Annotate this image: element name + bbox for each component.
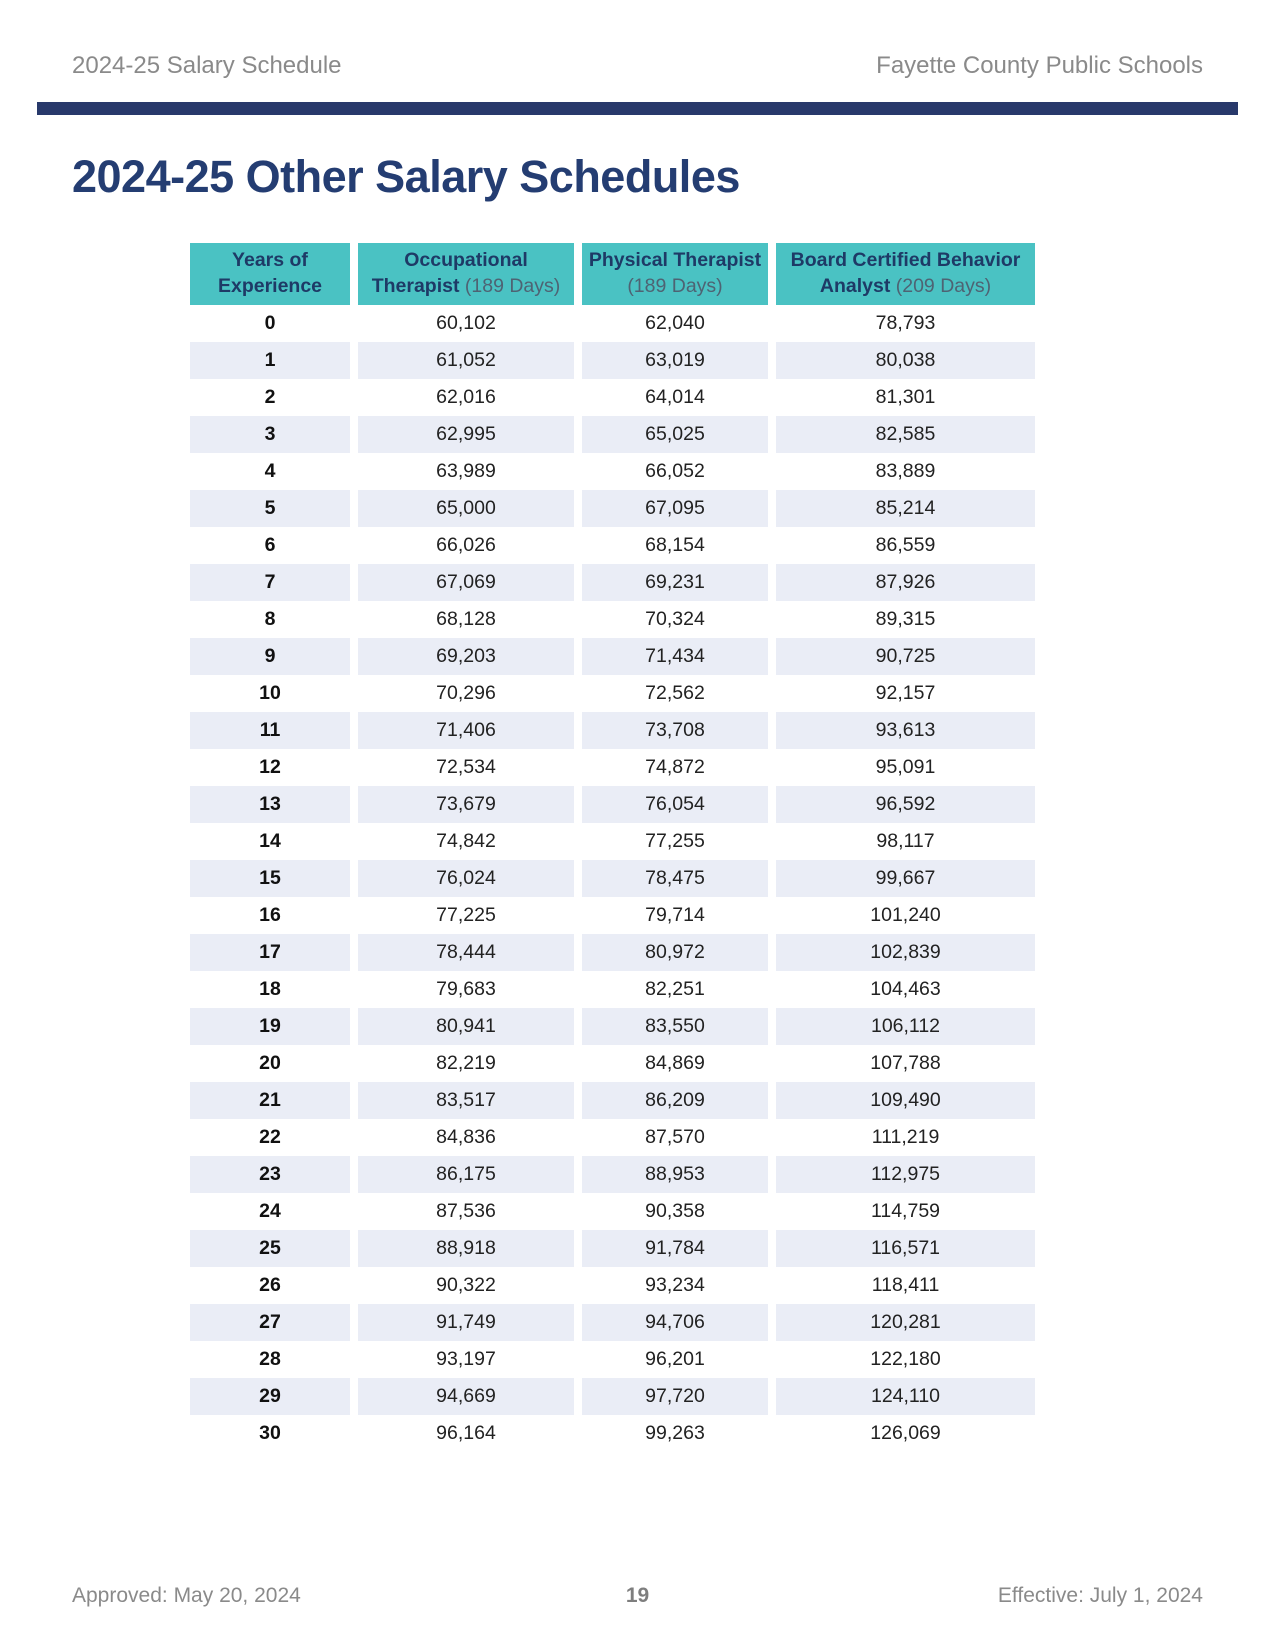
divider-bar: [37, 102, 1238, 115]
salary-cell: 63,019: [582, 342, 768, 379]
table-row: [190, 1193, 1035, 1230]
years-cell: 8: [190, 601, 350, 638]
salary-cell: 82,585: [776, 416, 1035, 453]
salary-cell: 80,038: [776, 342, 1035, 379]
salary-cell: 98,117: [776, 823, 1035, 860]
col-header-label: Physical Therapist: [588, 249, 762, 272]
table-row: [190, 564, 1035, 601]
col-header-physical-therapist: [582, 243, 768, 305]
years-cell: 21: [190, 1082, 350, 1119]
salary-cell: 122,180: [776, 1341, 1035, 1378]
table-row: [190, 1415, 1035, 1452]
years-cell: 30: [190, 1415, 350, 1452]
table-row: [190, 638, 1035, 675]
salary-cell: 77,225: [358, 897, 574, 934]
years-cell: 11: [190, 712, 350, 749]
salary-cell: 111,219: [776, 1119, 1035, 1156]
table-row: [190, 1156, 1035, 1193]
table-row: [190, 786, 1035, 823]
table-row: [190, 971, 1035, 1008]
salary-cell: 80,972: [582, 934, 768, 971]
col-header-occupational-therapist: [358, 243, 574, 305]
salary-cell: 61,052: [358, 342, 574, 379]
salary-cell: 65,000: [358, 490, 574, 527]
salary-cell: 88,918: [358, 1230, 574, 1267]
salary-cell: 60,102: [358, 305, 574, 342]
footer-approved-date: Approved: May 20, 2024: [72, 1584, 301, 1607]
table-row: [190, 1045, 1035, 1082]
salary-cell: 79,683: [358, 971, 574, 1008]
table-body: [190, 305, 1035, 1452]
table-row: [190, 1304, 1035, 1341]
table-row: [190, 1082, 1035, 1119]
salary-cell: 67,095: [582, 490, 768, 527]
salary-cell: 77,255: [582, 823, 768, 860]
salary-cell: 96,201: [582, 1341, 768, 1378]
salary-cell: 106,112: [776, 1008, 1035, 1045]
salary-cell: 114,759: [776, 1193, 1035, 1230]
salary-cell: 78,444: [358, 934, 574, 971]
table-row: [190, 1378, 1035, 1415]
salary-cell: 94,669: [358, 1378, 574, 1415]
salary-cell: 97,720: [582, 1378, 768, 1415]
salary-cell: 118,411: [776, 1267, 1035, 1304]
salary-cell: 87,536: [358, 1193, 574, 1230]
years-cell: 23: [190, 1156, 350, 1193]
salary-cell: 79,714: [582, 897, 768, 934]
years-cell: 2: [190, 379, 350, 416]
years-cell: 16: [190, 897, 350, 934]
col-header-label: Occupational Therapist: [371, 249, 528, 297]
salary-cell: 74,842: [358, 823, 574, 860]
years-cell: 29: [190, 1378, 350, 1415]
running-header: [0, 0, 1275, 80]
table-header-row: [190, 243, 1035, 305]
salary-cell: 99,667: [776, 860, 1035, 897]
salary-cell: 101,240: [776, 897, 1035, 934]
col-header-days-note: (189 Days): [627, 275, 723, 297]
years-cell: 22: [190, 1119, 350, 1156]
col-header-days-note: (209 Days): [895, 275, 992, 297]
salary-cell: 73,679: [358, 786, 574, 823]
salary-cell: 85,214: [776, 490, 1035, 527]
salary-cell: 86,175: [358, 1156, 574, 1193]
salary-cell: 87,570: [582, 1119, 768, 1156]
salary-cell: 69,203: [358, 638, 574, 675]
years-cell: 25: [190, 1230, 350, 1267]
salary-cell: 76,054: [582, 786, 768, 823]
running-footer: [72, 1583, 1203, 1608]
table-row: [190, 749, 1035, 786]
table-row: [190, 860, 1035, 897]
salary-cell: 69,231: [582, 564, 768, 601]
salary-cell: 104,463: [776, 971, 1035, 1008]
years-cell: 0: [190, 305, 350, 342]
page-number: 19: [625, 1584, 650, 1607]
salary-cell: 109,490: [776, 1082, 1035, 1119]
table-row: [190, 527, 1035, 564]
salary-cell: 90,358: [582, 1193, 768, 1230]
years-cell: 7: [190, 564, 350, 601]
years-cell: 4: [190, 453, 350, 490]
years-cell: 28: [190, 1341, 350, 1378]
salary-table: [182, 243, 1043, 1452]
years-cell: 14: [190, 823, 350, 860]
salary-cell: 102,839: [776, 934, 1035, 971]
salary-cell: 92,157: [776, 675, 1035, 712]
salary-cell: 70,324: [582, 601, 768, 638]
salary-cell: 82,219: [358, 1045, 574, 1082]
table-row: [190, 342, 1035, 379]
salary-cell: 90,725: [776, 638, 1035, 675]
salary-cell: 124,110: [776, 1378, 1035, 1415]
salary-cell: 84,869: [582, 1045, 768, 1082]
salary-cell: 71,434: [582, 638, 768, 675]
table-row: [190, 1008, 1035, 1045]
header-org-name: Fayette County Public Schools: [876, 52, 1203, 79]
salary-cell: 91,784: [582, 1230, 768, 1267]
salary-cell: 99,263: [582, 1415, 768, 1452]
salary-cell: 70,296: [358, 675, 574, 712]
salary-cell: 83,517: [358, 1082, 574, 1119]
salary-cell: 63,989: [358, 453, 574, 490]
salary-cell: 120,281: [776, 1304, 1035, 1341]
table-row: [190, 897, 1035, 934]
years-cell: 24: [190, 1193, 350, 1230]
years-cell: 19: [190, 1008, 350, 1045]
years-cell: 13: [190, 786, 350, 823]
salary-cell: 66,052: [582, 453, 768, 490]
salary-cell: 83,550: [582, 1008, 768, 1045]
salary-cell: 65,025: [582, 416, 768, 453]
salary-cell: 78,475: [582, 860, 768, 897]
years-cell: 3: [190, 416, 350, 453]
salary-cell: 62,040: [582, 305, 768, 342]
years-cell: 10: [190, 675, 350, 712]
salary-cell: 76,024: [358, 860, 574, 897]
col-header-days-note: (189 Days): [464, 275, 561, 297]
table-row: [190, 305, 1035, 342]
salary-cell: 87,926: [776, 564, 1035, 601]
col-header-years-of-experience: [190, 243, 350, 305]
table-row: [190, 1230, 1035, 1267]
salary-cell: 74,872: [582, 749, 768, 786]
table-row: [190, 1267, 1035, 1304]
years-cell: 1: [190, 342, 350, 379]
col-header-bcba: [776, 243, 1035, 305]
years-cell: 18: [190, 971, 350, 1008]
salary-cell: 93,234: [582, 1267, 768, 1304]
salary-cell: 72,534: [358, 749, 574, 786]
col-header-label: Board Certified Behavior Analyst: [790, 249, 1021, 297]
header-doc-title: 2024-25 Salary Schedule: [72, 52, 342, 79]
salary-cell: 126,069: [776, 1415, 1035, 1452]
years-cell: 6: [190, 527, 350, 564]
salary-cell: 66,026: [358, 527, 574, 564]
years-cell: 15: [190, 860, 350, 897]
page-title: 2024-25 Other Salary Schedules: [72, 151, 740, 202]
salary-cell: 82,251: [582, 971, 768, 1008]
col-header-label: Years of Experience: [217, 249, 323, 297]
salary-cell: 80,941: [358, 1008, 574, 1045]
salary-cell: 86,559: [776, 527, 1035, 564]
salary-cell: 116,571: [776, 1230, 1035, 1267]
salary-cell: 93,613: [776, 712, 1035, 749]
salary-cell: 91,749: [358, 1304, 574, 1341]
years-cell: 17: [190, 934, 350, 971]
salary-cell: 71,406: [358, 712, 574, 749]
salary-cell: 64,014: [582, 379, 768, 416]
salary-cell: 93,197: [358, 1341, 574, 1378]
years-cell: 5: [190, 490, 350, 527]
salary-cell: 81,301: [776, 379, 1035, 416]
footer-effective-date: Effective: July 1, 2024: [997, 1584, 1203, 1607]
years-cell: 9: [190, 638, 350, 675]
years-cell: 20: [190, 1045, 350, 1082]
salary-cell: 95,091: [776, 749, 1035, 786]
table-row: [190, 379, 1035, 416]
salary-cell: 88,953: [582, 1156, 768, 1193]
salary-cell: 107,788: [776, 1045, 1035, 1082]
salary-cell: 62,016: [358, 379, 574, 416]
salary-cell: 94,706: [582, 1304, 768, 1341]
table-row: [190, 416, 1035, 453]
years-cell: 12: [190, 749, 350, 786]
years-cell: 26: [190, 1267, 350, 1304]
salary-cell: 78,793: [776, 305, 1035, 342]
salary-cell: 68,154: [582, 527, 768, 564]
table-row: [190, 1341, 1035, 1378]
table-row: [190, 601, 1035, 638]
table-row: [190, 675, 1035, 712]
salary-cell: 90,322: [358, 1267, 574, 1304]
table-row: [190, 453, 1035, 490]
salary-cell: 112,975: [776, 1156, 1035, 1193]
salary-cell: 72,562: [582, 675, 768, 712]
salary-cell: 83,889: [776, 453, 1035, 490]
table-row: [190, 490, 1035, 527]
table-row: [190, 934, 1035, 971]
table-row: [190, 712, 1035, 749]
salary-cell: 68,128: [358, 601, 574, 638]
table-row: [190, 823, 1035, 860]
salary-cell: 73,708: [582, 712, 768, 749]
salary-cell: 86,209: [582, 1082, 768, 1119]
salary-cell: 96,164: [358, 1415, 574, 1452]
years-cell: 27: [190, 1304, 350, 1341]
salary-cell: 89,315: [776, 601, 1035, 638]
salary-cell: 67,069: [358, 564, 574, 601]
salary-cell: 96,592: [776, 786, 1035, 823]
salary-cell: 84,836: [358, 1119, 574, 1156]
salary-cell: 62,995: [358, 416, 574, 453]
table-row: [190, 1119, 1035, 1156]
